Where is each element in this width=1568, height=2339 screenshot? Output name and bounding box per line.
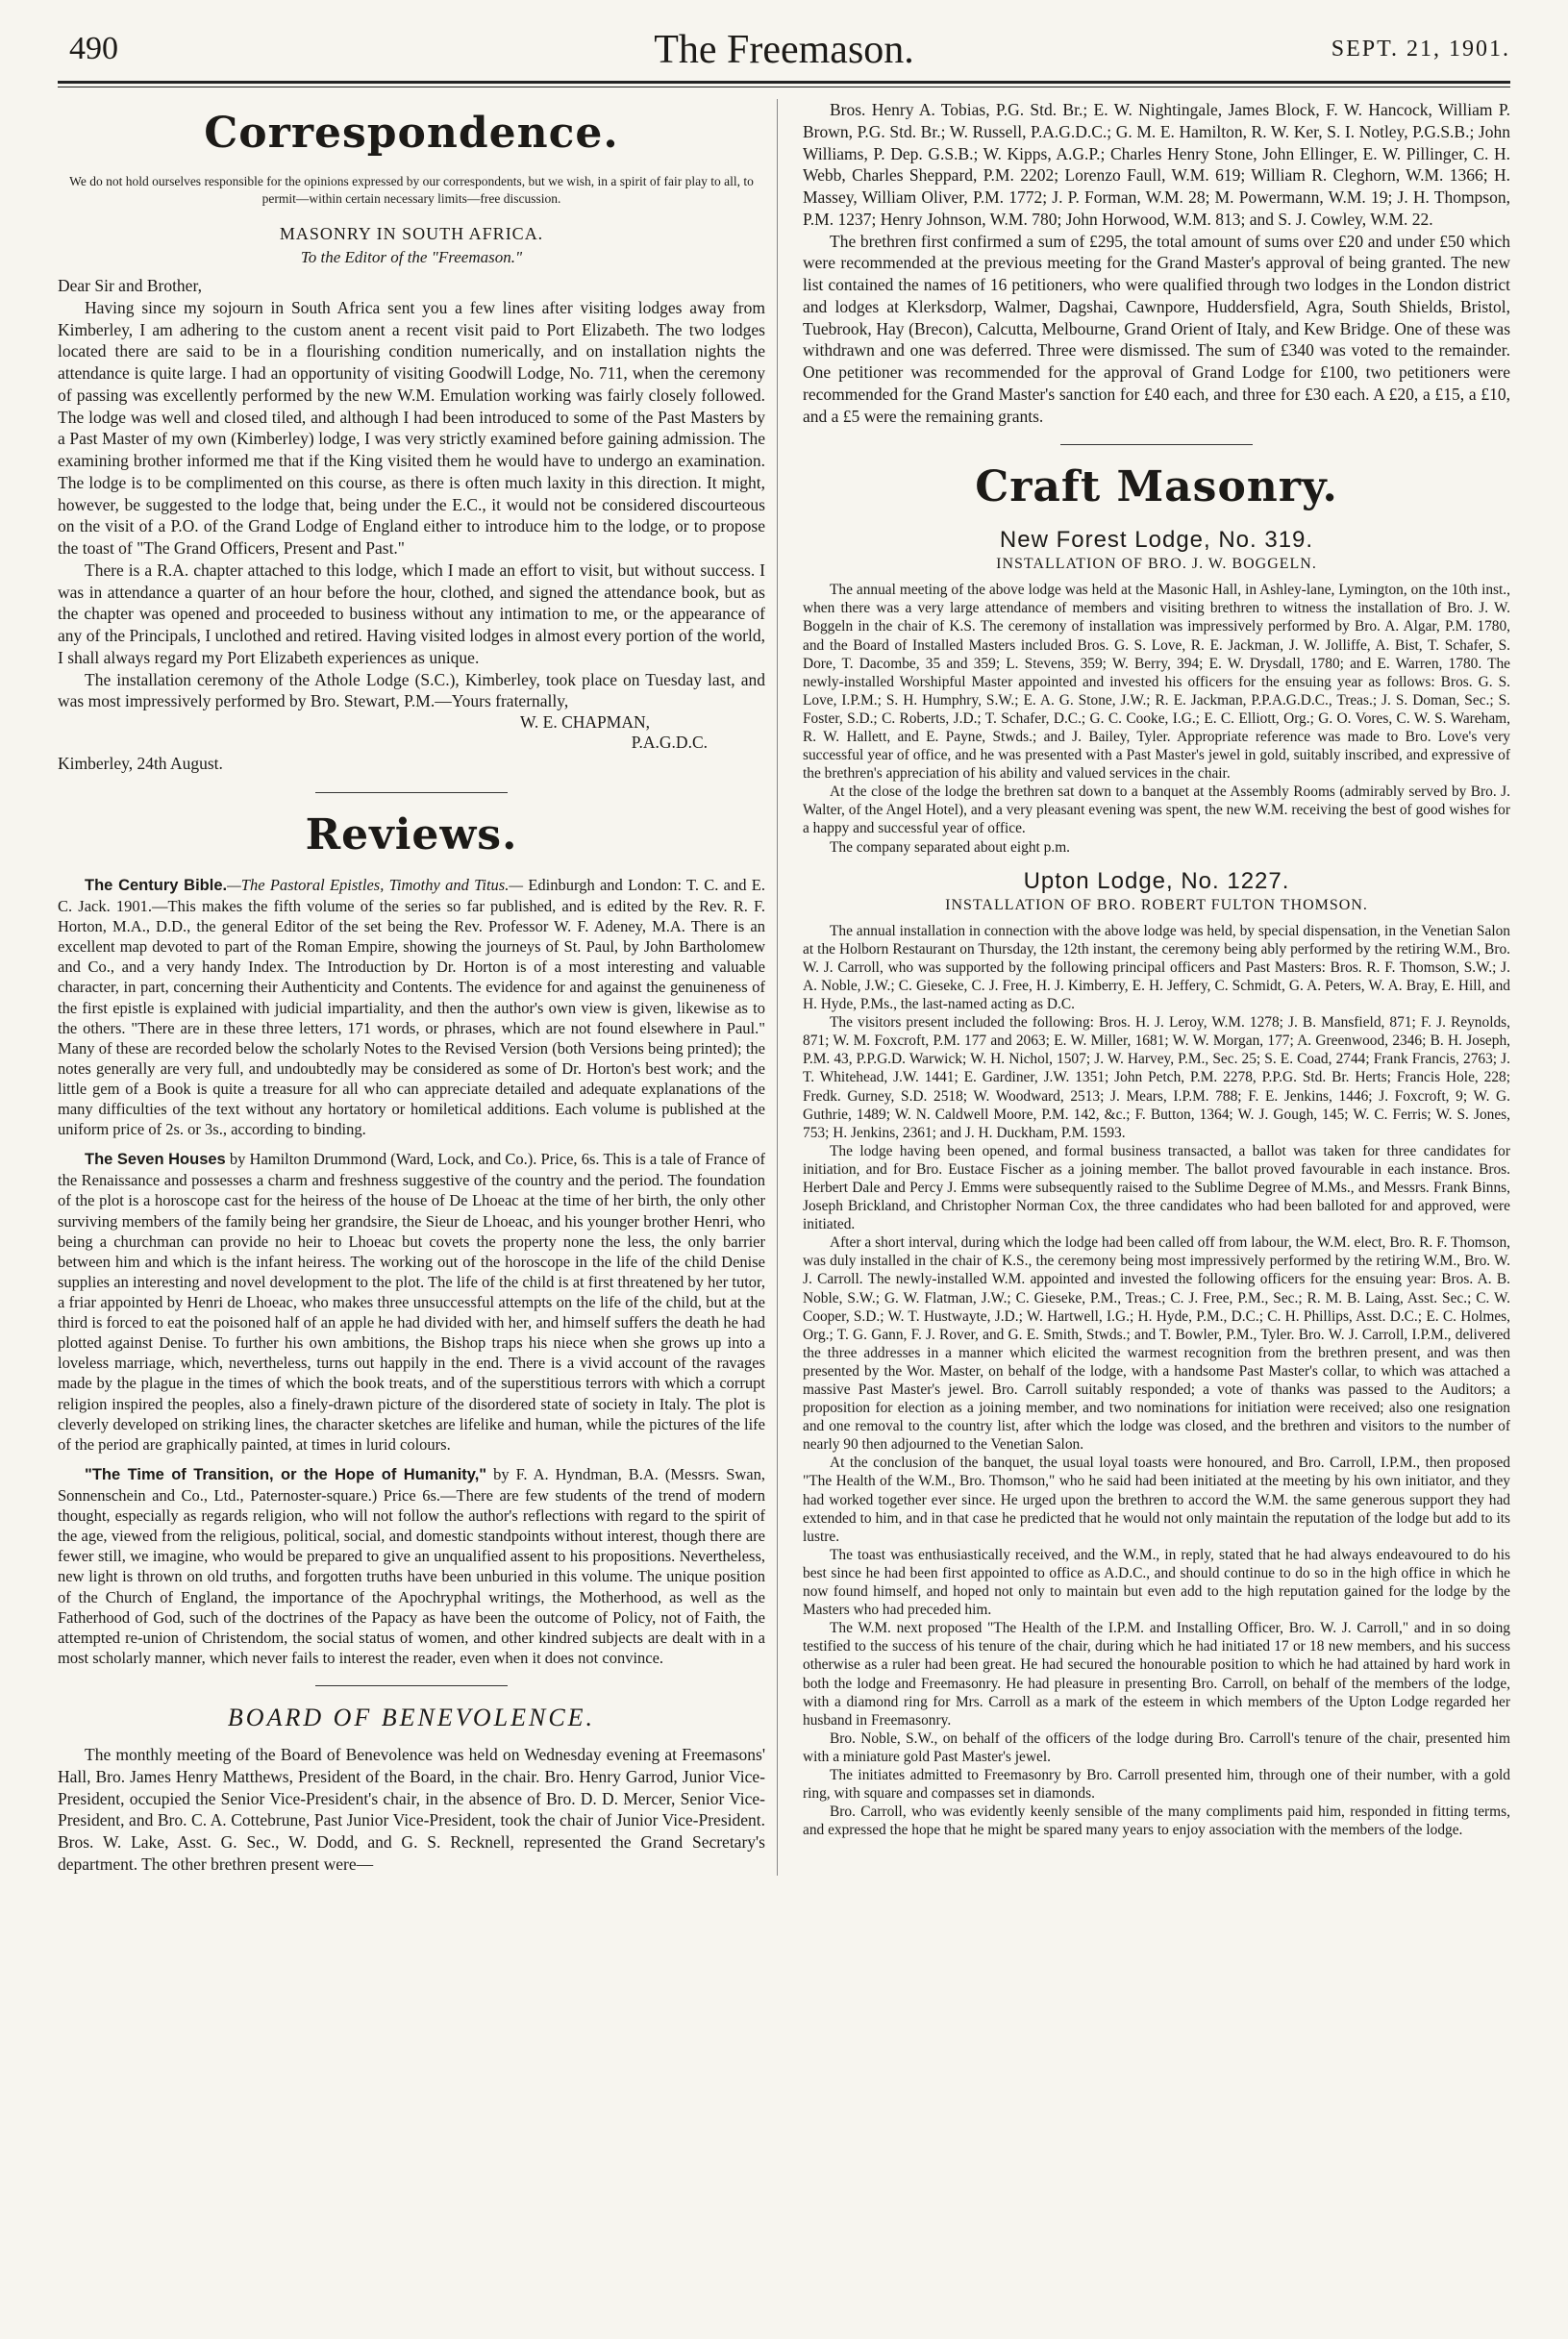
- lodge-report: [803, 581, 1510, 856]
- reviews-section: [58, 875, 765, 1668]
- review-book-title: The Seven Houses: [85, 1151, 226, 1169]
- board-paragraph: Bros. Henry A. Tobias, P.G. Std. Br.; E. W. Nightingale, James Block, F. W. Hancock, William P. Brown, P.G. Std. Br.; W. Russell, P.A.G.D.C.; G. M. E. Hamilton, R. W. Ker, S. I. Notley, P.G.S.B.; John Williams, P. Dep. G.S.B.; W. Kipps, A.G.P.; Charles Henry Stone, John Ellinger, E. W. Pillinger, C. H. Webb, Charles Sheppard, P.M. 2202; Lorenzo Faull, W.M. 619; William R. Cleghorn, W.M. 1366; H. Massey, William Oliver, P.M. 1772; J. P. Forman, W.M. 28; M. Powermann, W.M. 19; J. H. Thompson, P.M. 1237; Henry Johnson, W.M. 780; John Horwood, W.M. 813; and S. J. Cowley, W.M. 22.: [803, 100, 1510, 229]
- masthead-rule: [58, 81, 1510, 84]
- newspaper-title: The Freemason.: [654, 29, 914, 72]
- report-paragraph: The company separated about eight p.m.: [830, 838, 1071, 856]
- report-paragraph: After a short interval, during which the lodge had been called off from labour, the W.M. elect, Bro. R. F. Thomson, was duly installed in the chair of K.S., the ceremony being most impressively performed by the retiring W.M., Bro. W. J. Carroll. The newly-installed W.M. appointed and invested the following officers for the ensuing year: Bros. A. B. Noble, S.W.; G. W. Flatman, J.W.; C. Gieseke, P.M., Treas.; C. J. Free, P.M., Sec.; R. M. B. Laing, Asst. Sec.; C. W. Cooper, S.D.; W. T. Hustwayte, J.D.; W. Hartwell, I.G.; H. Hyde, P.M., D.C.; C. H. Phillips, Asst. D.C.; E. C. Holmes, Org.; T. G. Gann, F. J. Rover, and G. E. Smith, Stwds.; and T. Bowler, P.M., Tyler. Bro. W. J. Carroll, I.P.M., delivered the three addresses in a manner which elicited the warmest recognition from the brethren present, and was then presented by the Wor. Master, on behalf of the lodge, with a handsome Past Master's collar, to which was attached a massive Past Master's jewel. Bro. Carroll suitably responded; a vote of thanks was passed to the Auditors; a proposition for election as a joining member, and two nominations for initiation were received; also one resignation and one removal to the country list, after which the lodge was closed, and the brethren and visitors to the number of nearly 90 then adjourned to the Venetian Salon.: [803, 1234, 1510, 1454]
- report-paragraph: The lodge having been opened, and formal business transacted, a ballot was taken for three candidates for initiation, and for Bro. Eustace Fischer as a joining member. The ballot proved favourable in each instance. Bros. Herbert Dale and Percy J. Emms were subsequently raised to the Sublime Degree of M.Ms., and Messrs. Frank Binns, Joseph Brickland, and Christopher Norman Cox, the three candidates who had been balloted for and approved, were initiated.: [803, 1142, 1510, 1233]
- letter-paragraph: The installation ceremony of the Athole Lodge (S.C.), Kimberley, took place on Tuesday last, and was most impressively performed by Bro. Stewart, P.M.—Yours fraternally,: [58, 669, 765, 711]
- review-item: [58, 1464, 765, 1668]
- right-column: [803, 99, 1510, 1876]
- review-book-title: "The Time of Transition, or the Hope of Humanity,": [85, 1465, 487, 1483]
- letter-paragraph: There is a R.A. chapter attached to this lodge, which I made an effort to visit, but without success. I was in attendance a quarter of an hour before the hour, clothed, and signed the attendance book, but as the chapter was opened and proceeded to business without any intimation to me, or the appearance of any of the Principals, I unclothed and retired. Having visited lodges in almost every portion of the world, I shall always regard my Port Elizabeth experiences as unique.: [58, 560, 765, 667]
- board-paragraph: The monthly meeting of the Board of Benevolence was held on Wednesday evening at Freemasons' Hall, Bro. James Henry Matthews, President of the Board, in the chair. Bro. Henry Garrod, Junior Vice-President, occupied the Senior Vice-President's chair, in the absence of Bro. D. D. Mercer, Senior Vice-President, and Bro. C. A. Cottebrune, Past Junior Vice-President, took the chair of Junior Vice-President. Bros. W. Lake, Asst. G. Sec., W. Dodd, and G. S. Recknell, represented the Grand Secretary's department. The other brethren present were—: [58, 1745, 765, 1874]
- lodge-title: Upton Lodge, No. 1227.: [1023, 867, 1290, 894]
- lodge-report: [803, 922, 1510, 1840]
- newspaper-page: [58, 29, 1510, 2317]
- report-paragraph: Bro. Noble, S.W., on behalf of the officers of the lodge during Bro. Carroll's tenure of the chair, presented him with a miniature gold Past Master's jewel.: [803, 1729, 1510, 1765]
- review-book-subtitle: —The Pastoral Epistles, Timothy and Titus.—: [227, 875, 524, 894]
- letter-signature: W. E. CHAPMAN,: [520, 712, 650, 733]
- report-paragraph: The visitors present included the following: Bros. H. J. Leroy, W.M. 1278; J. B. Mansfield, 871; F. J. Reynolds, 871; W. M. Foxcroft, P.M. 177 and 2063; E. W. Miller, 1681; W. W. Morgan, 177; A. Greenwood, 2346; B. H. Joseph, P.M. 43, P.P.G.D. Warwick; W. H. Nichol, 1507; J. W. Harvey, P.M., Sec. 25; S. E. Coad, 2744; Frank Francis, 2763; J. T. Whitehead, J.W. 1441; E. Gardiner, J.W. 1351; John Petch, P.M. 2278, P.P.G. Std. Br. Herts; Francis Hole, 228; Fredk. Gurney, S.D. 2518; W. Woodward, 2513; J. Mears, I.P.M. 788; F. E. Jenkins, 1446; J. Foxcroft, 9; W. G. Guthrie, 1489; W. N. Caldwell Moore, P.M. 142, &c.; F. Button, 1364; W. J. Gough, 145; W. C. Ferris; W. S. Jones, 753; H. Jenkins, 2361; and J. H. Duckham, P.M. 1593.: [803, 1014, 1510, 1141]
- report-paragraph: The W.M. next proposed "The Health of the I.P.M. and Installing Officer, Bro. W. J. Carroll," and in so doing testified to the success of his tenure of the chair, during which he had initiated 17 or 18 new members, and his success otherwise as a ruler had been great. He had secured the honourable position to which he had attained by hard work in both the lodge and Freemasonry. He had pleasure in presenting Bro. Carroll, on behalf of the members of the lodge, with a diamond ring for Mrs. Carroll as a mark of the esteem in which members of the Upton Lodge regarded her husband in Freemasonry.: [803, 1620, 1510, 1729]
- report-paragraph: At the conclusion of the banquet, the usual loyal toasts were honoured, and Bro. Carroll, I.P.M., then proposed "The Health of the W.M., Bro. Thomson," who he said had been initiated at the meeting by his own initiator, and they had worked together ever since. He urged upon the brethren to accord the W.M. the same generous support they had extended to him, and in that case he predicted that he would not only maintain the reputation of the lodge but add to its lustre.: [803, 1455, 1510, 1545]
- review-item: [58, 1149, 765, 1455]
- report-paragraph: At the close of the lodge the brethren sat down to a banquet at the Assembly Rooms (admirably served by Bro. J. Walter, of the Angel Hotel), and a very pleasant evening was spent, the new W.M. receiving the best of good wishes for a happy and successful year of office.: [803, 784, 1510, 837]
- letter-addressee: To the Editor of the "Freemason.": [300, 248, 523, 267]
- reviews-heading: Reviews.: [305, 809, 518, 859]
- left-column: [58, 99, 778, 1876]
- board-heading: BOARD OF BENEVOLENCE.: [227, 1704, 596, 1731]
- letter-salutation: Dear Sir and Brother,: [58, 276, 202, 296]
- review-body: by Hamilton Drummond (Ward, Lock, and Co.). Price, 6s. This is a tale of France of the Renaissance and possesses a charm and freshness suggestive of the country and the period. The foundation of the plot is a horoscope cast for the heiress of the house of De Lhoeac at the time of her birth, the only other surviving members of the family being her grandsire, the Sieur de Lhoeac, and his younger brother Henri, who being a churchman can provide no heir to Lhoeac but covets the property none the less, the only barrier between him and which is the infant heiress. The working out of the horoscope in the life of the child Denise supplies an interesting and novel development to the plot. The life of the child is at first threatened by her tutor, a friar appointed by Henri de Lhoeac, who makes three unsuccessful attempts on the life of the child, but at the third is forced to eat the poisoned half of an apple he had divided with her, and himself suffers the death he had plotted against Denise. To further his own ambitions, the Bishop traps his niece when she grows up into a loveless marriage, which, nevertheless, turns out happily in the end. There is a vivid account of the ravages made by the plague in the times of which the book treats, and of the superstitious terrors with which a corrupt religion inspired the peoples, also a finely-drawn picture of the disordered state of society in Italy. The plot is cleverly developed on striking lines, the character sketches are lifelike and human, while the pictures of the life of the period are graphically painted, at times in lurid colours.: [58, 1150, 765, 1454]
- craft-masonry-heading: Craft Masonry.: [975, 462, 1338, 512]
- editorial-disclaimer: We do not hold ourselves responsible for the opinions expressed by our correspondents, but we wish, in a spirit of fair play to all, to permit—within certain necessary limits—free discussion.: [69, 174, 754, 206]
- issue-date: SEPT. 21, 1901.: [1331, 37, 1510, 62]
- review-body: by F. A. Hyndman, B.A. (Messrs. Swan, Sonnenschein and Co., Ltd., Paternoster-square.) Price 6s.—There are few students of the trend of modern thought, especially as regards religion, who will not follow the author's reflections with regard to the spirit of the age, viewed from the religious, political, social, and domestic standpoints without interest, though there are fewer still, we imagine, who would be prepared to give an unqualified assent to his propositions. Nevertheless, new light is thrown on old truths, and forgotten truths have been unburied in this volume. The unique position of the Church of England, the importance of the Apochryphal writings, the Motherhood, as well as the Fatherhood of God, such of the doctrines of the Papacy as have been the outcome of Policy, not of Faith, the attempted re-union of Christendom, the social status of women, and other kindred subjects are dealt with in a most scholarly manner, which never fails to interest the reader, even when it does not convince.: [58, 1464, 765, 1667]
- columns: [58, 99, 1510, 1876]
- review-item: [58, 875, 765, 1139]
- letter-dateline: Kimberley, 24th August.: [58, 754, 223, 774]
- report-paragraph: The annual installation in connection with the above lodge was held, by special dispensation, in the Venetian Salon at the Holborn Restaurant on Thursday, the 12th instant, the ceremony being ably performed by the retiring W.M., Bro. W. J. Carroll, who was supported by the following principal officers and Past Masters: Bros. R. F. Thomson, S.W.; J. A. Noble, J.W.; C. Gieseke, C. J. Free, H. J. Kimberry, E. H. Jeffery, C. Schmidt, G. A. Peters, W. A. Bray, E. Hill, and H. Hyde, P.Ms., the last-named acting as D.C.: [803, 922, 1510, 1013]
- letter-paragraph: Having since my sojourn in South Africa sent you a few lines after visiting lodges away from Kimberley, I am adhering to the custom anent a recent visit paid to Port Elizabeth. The two lodges located there are said to be in a flourishing condition numerically, and on installation nights the attendance is quite large. I had an opportunity of visiting Goodwill Lodge, No. 711, when the ceremony of passing was excellently performed by the new W.M. Emulation working was fairly closely followed. The lodge was well and closed tiled, and although I had been introduced to some of the Past Masters by a Past Master of my own (Kimberley) lodge, I was very strictly examined before gaining admission. The examining brother informed me that if the King visited them he would have to undergo an examination. The lodge is to be complimented on this course, as there is often much laxity in this direction. It might, however, be suggested to the lodge that, being under the E.C., it would not be considered discourteous on the visit of a P.O. of the Grand Lodge of England either to introduce him to the lodge, or to propose the toast of "The Grand Officers, Present and Past.": [58, 297, 765, 559]
- page-number: 490: [69, 31, 118, 66]
- section-divider: [315, 1685, 508, 1686]
- letter-title: MASONRY IN SOUTH AFRICA.: [279, 224, 544, 244]
- correspondence-heading: Correspondence.: [204, 109, 619, 158]
- lodge-subtitle: INSTALLATION OF BRO. J. W. BOGGELN.: [996, 556, 1317, 573]
- review-body: Edinburgh and London: T. C. and E. C. Jack. 1901.—This makes the fifth volume of the series so far published, and is edited by the Rev. R. F. Horton, M.A., D.D., the general Editor of the set being the Rev. Professor W. F. Adeney, M.A. There is an excellent map devoted to part of the Roman Empire, showing the journeys of St. Paul, by John Bartholomew and Co., and a very handy Index. The Introduction by Dr. Horton is of a most interesting and valuable character, in part, concerning their Authenticity and Contents. The evidence for and against the genuineness of the first epistle is explained with judicial impartiality, and then the author's own view is given, likewise as to the others. "There are in these three letters, 171 words, or phrases, which are not found elsewhere in Paul." Many of these are recorded below the scholarly Notes to the Revised Version (both Versions being printed); the notes generally are very full, and undoubtedly may be considered as some of Dr. Horton's best work; and the little gem of a Book is quite a treasure for all who can appreciate detailed and adequate explanations of the many difficulties of the text without any hortatory or homiletical additions. Each volume is published at the uniform price of 2s. or 3s., according to binding.: [58, 875, 766, 1139]
- section-divider: [315, 792, 508, 793]
- report-paragraph: The annual meeting of the above lodge was held at the Masonic Hall, in Ashley-lane, Lymington, on the 10th inst., when there was a very large attendance of members and visiting brethren to witness the installation of Bro. J. W. Boggeln in the chair of K.S. The ceremony of installation was impressively performed by Bro. A. Algar, P.M. 1780, and the Board of Installed Masters included Bros. G. S. Love, R. E. Jackman, J. W. Jolliffe, A. Bist, T. Schafer, S. Dore, T. Dacombe, 35 and 359; L. Stevens, 359; W. Berry, 394; E. W. Drysdall, 1780; and E. Warren, 1780. The newly-installed Worshipful Master appointed and invested his officers for the ensuing year as follows: Bros. G. S. Love, I.P.M.; S. H. Humphry, S.W.; E. A. G. Stone, J.W.; R. E. Jackman, P.P.A.G.D.C., Treas.; J. S. Doman, Sec.; S. Foster, S.D.; C. Roberts, J.D.; T. Schafer, D.C.; G. C. Cooke, I.G.; E. C. Elliott, Org.; G. O. Vores, C. W. S. Wareham, R. W. Hallett, and E. Payne, Stwds.; and J. Bailey, Tyler. Appropriate reference was made to Bro. Love's very successful year of office, and he was presented with a Past Master's jewel in gold, suitably inscribed, and expressive of the brethren's appreciation of his ability and valued services in the chair.: [803, 582, 1510, 783]
- section-divider: [1060, 444, 1253, 445]
- report-paragraph: The toast was enthusiastically received, and the W.M., in reply, stated that he had always endeavoured to do his best since he had been first appointed to office as A.D.C., and should continue to do so in the high office in which he now found himself, and hoped not only to maintain but even add to the high reputation gained for the lodge by the Masters who had preceded him.: [803, 1546, 1510, 1619]
- lodge-title: New Forest Lodge, No. 319.: [999, 527, 1314, 554]
- review-book-title: The Century Bible.: [85, 876, 228, 894]
- lodge-subtitle: INSTALLATION OF BRO. ROBERT FULTON THOMSON.: [945, 896, 1368, 913]
- letter-signature-rank: P.A.G.D.C.: [631, 733, 708, 753]
- report-paragraph: The initiates admitted to Freemasonry by Bro. Carroll presented him, through one of their number, with a gold ring, with square and compasses set in diamonds.: [803, 1766, 1510, 1803]
- masthead: [58, 29, 1510, 79]
- board-paragraph: The brethren first confirmed a sum of £295, the total amount of sums over £20 and under £50 which were recommended at the previous meeting for the Grand Master's approval of being granted. The new list contained the names of 16 petitioners, who were qualified through two lodges in the London district and lodges at Klerksdorp, Walmer, Dagshai, Cawnpore, Huddersfield, Agra, South Shields, Bristol, Tuebrook, Hay (Brecon), Calcutta, Melbourne, Grand Orient of Italy, and Kew Bridge. One of these was withdrawn and one was deferred. Three were dismissed. The sum of £340 was voted to the remainder. One petitioner was recommended for the approval of Grand Lodge for £100, two petitioners were recommended for the Grand Master's sanction for £40 each, and three for £30 each. A £20, a £15, a £10, and a £5 were the remaining grants.: [803, 231, 1510, 426]
- report-paragraph: Bro. Carroll, who was evidently keenly sensible of the many compliments paid him, responded in fitting terms, and expressed the hope that he might be spared many years to enjoy association with the members of the lodge.: [803, 1804, 1510, 1839]
